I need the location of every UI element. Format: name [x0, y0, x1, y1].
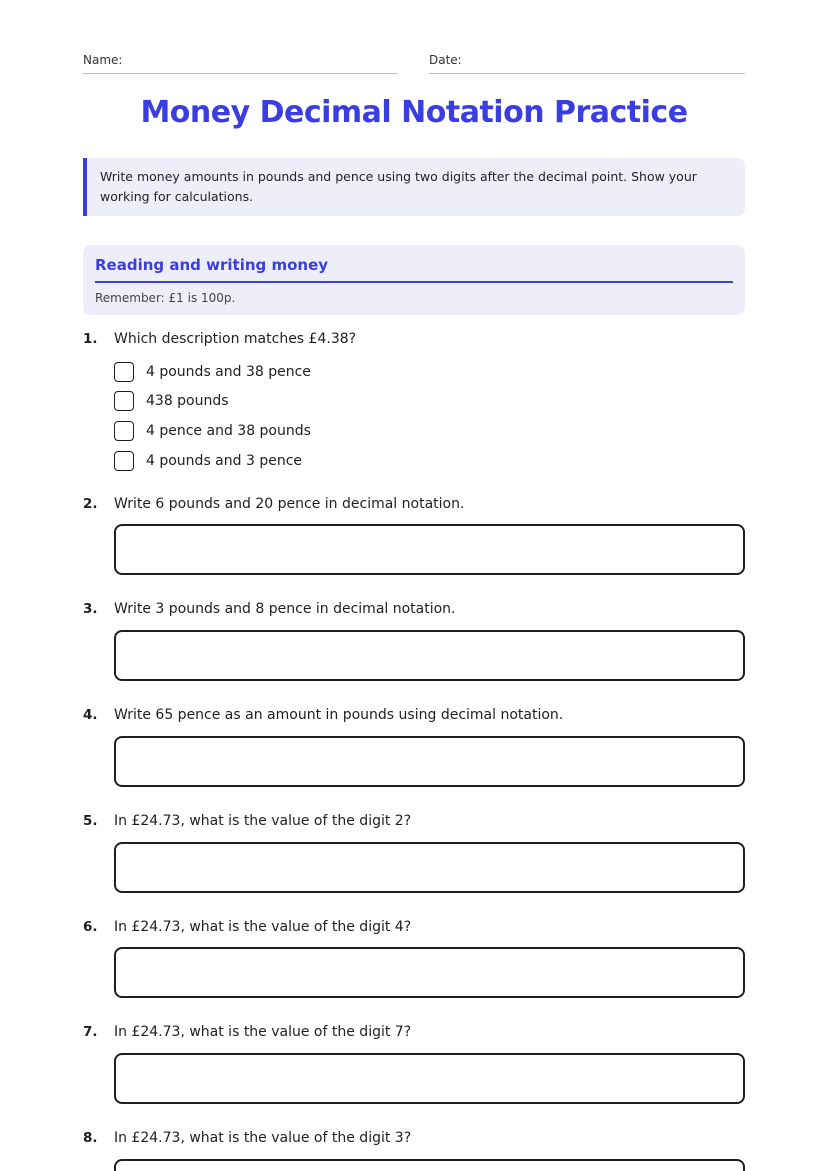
question-text: In £24.73, what is the value of the digit 2?	[114, 813, 412, 829]
section-header	[83, 245, 745, 315]
question-number: 2.	[83, 496, 98, 512]
answer-box[interactable]	[114, 630, 745, 681]
answer-box[interactable]	[114, 736, 745, 787]
question-text: Write 3 pounds and 8 pence in decimal notation.	[114, 601, 456, 617]
date-field[interactable]	[429, 52, 745, 74]
question-number: 6.	[83, 919, 98, 935]
answer-box[interactable]	[114, 1159, 745, 1171]
checkbox[interactable]	[114, 451, 134, 471]
question-text: Write 6 pounds and 20 pence in decimal notation.	[114, 496, 465, 512]
student-info-row	[83, 52, 745, 74]
answer-box[interactable]	[114, 1053, 745, 1104]
question-text: In £24.73, what is the value of the digit 3?	[114, 1130, 412, 1146]
answer-box[interactable]	[114, 947, 745, 998]
option-label: 438 pounds	[146, 393, 229, 409]
question-number: 8.	[83, 1130, 98, 1146]
question-number: 1.	[83, 331, 98, 347]
question-number: 4.	[83, 707, 98, 723]
instructions-box	[83, 158, 745, 216]
page-title: Money Decimal Notation Practice	[140, 95, 688, 130]
checkbox[interactable]	[114, 421, 134, 441]
answer-box[interactable]	[114, 524, 745, 575]
question-text: In £24.73, what is the value of the digit 7?	[114, 1024, 412, 1040]
answer-box[interactable]	[114, 842, 745, 893]
section-note: Remember: £1 is 100p.	[95, 291, 236, 305]
question-number: 7.	[83, 1024, 98, 1040]
name-label: Name:	[83, 53, 123, 67]
section-title: Reading and writing money	[95, 255, 733, 283]
name-field[interactable]	[83, 52, 398, 74]
checkbox[interactable]	[114, 362, 134, 382]
option-label: 4 pounds and 3 pence	[146, 453, 303, 469]
question-number: 5.	[83, 813, 98, 829]
checkbox[interactable]	[114, 391, 134, 411]
question-text: Write 65 pence as an amount in pounds using decimal notation.	[114, 707, 564, 723]
date-label: Date:	[429, 53, 462, 67]
question-number: 3.	[83, 601, 98, 617]
option-label: 4 pence and 38 pounds	[146, 423, 311, 439]
question-text: Which description matches £4.38?	[114, 331, 357, 347]
option-label: 4 pounds and 38 pence	[146, 364, 311, 380]
instructions-text: Write money amounts in pounds and pence using two digits after the decimal point. Show your working for calculations.	[100, 169, 697, 204]
question-text: In £24.73, what is the value of the digit 4?	[114, 919, 412, 935]
